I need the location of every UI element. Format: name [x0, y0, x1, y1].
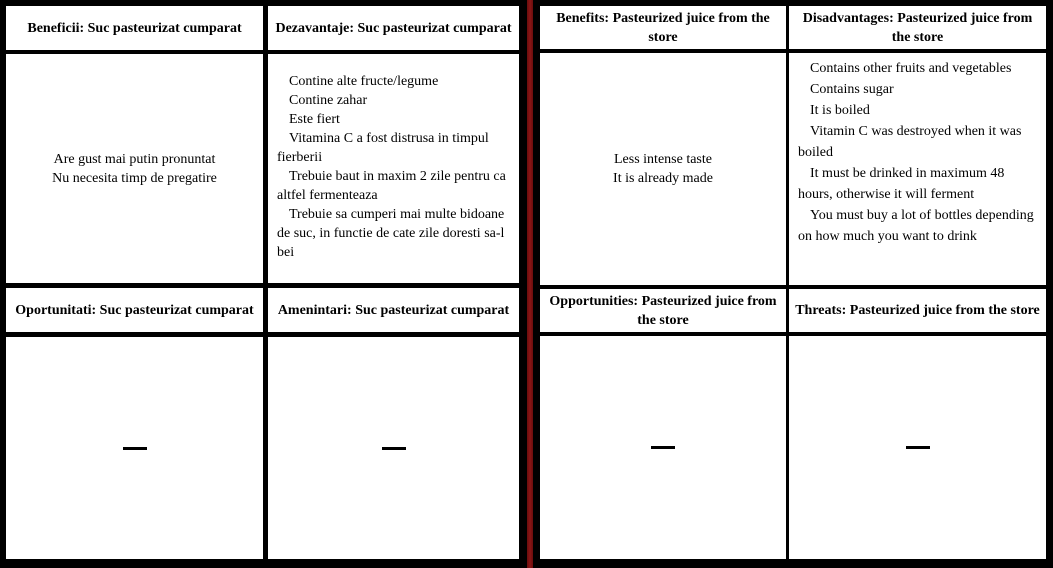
ro-disadvantage-item: Este fiert [289, 112, 340, 127]
en-disadvantage-item: It must be drinked in maximum 48 hours, otherwise it will ferment [798, 166, 1005, 202]
en-disadvantage-item: Contains other fruits and vegetables [810, 61, 1012, 76]
en-opportunities-header: Opportunities: Pasteurized juice from the store [540, 289, 786, 332]
en-disadvantage-item: Contains sugar [810, 82, 894, 97]
ro-benefits-body [6, 54, 263, 283]
en-disadvantages-body [789, 53, 1046, 285]
ro-disadvantage-item: Trebuie sa cumperi mai multe bidoane de suc, in functie de cate zile doresti sa-l bei [277, 207, 505, 260]
ro-disadvantage-item: Vitamina C a fost distrusa in timpul fierberii [277, 131, 489, 165]
en-disadvantage-item: You must buy a lot of bottles depending on how much you want to drink [798, 208, 1034, 244]
en-benefits-body [540, 53, 786, 285]
ro-benefit-item: Nu necesita timp de pregatire [52, 170, 217, 186]
en-disadvantages-header: Disadvantages: Pasteurized juice from the store [789, 6, 1046, 49]
ro-threats-header: Amenintari: Suc pasteurizat cumparat [268, 288, 519, 332]
ro-disadvantage-item: Trebuie baut in maxim 2 zile pentru ca altfel fermenteaza [277, 169, 506, 203]
ro-benefits-header: Beneficii: Suc pasteurizat cumparat [6, 6, 263, 50]
ro-disadvantage-item: Contine zahar [289, 93, 368, 108]
en-threats-body [789, 336, 1046, 559]
ro-disadvantages-header: Dezavantaje: Suc pasteurizat cumparat [268, 6, 519, 50]
en-threats-dash [906, 446, 930, 449]
ro-opportunities-body [6, 337, 263, 559]
ro-benefit-item: Are gust mai putin pronuntat [53, 151, 216, 167]
ro-opportunities-dash [123, 447, 147, 450]
ro-opportunities-header: Oportunitati: Suc pasteurizat cumparat [6, 288, 263, 332]
en-disadvantage-item: It is boiled [810, 103, 870, 118]
ro-disadvantages-body [268, 54, 519, 283]
ro-disadvantage-item: Contine alte fructe/legume [289, 74, 439, 89]
en-benefit-item: Less intense taste [614, 152, 712, 167]
en-disadvantage-item: Vitamin C was destroyed when it was boiled [798, 124, 1022, 160]
en-opportunities-dash [651, 446, 675, 449]
en-opportunities-body [540, 336, 786, 559]
en-benefits-header: Benefits: Pasteurized juice from the store [540, 6, 786, 49]
panel-divider [524, 0, 536, 568]
ro-threats-body [268, 337, 519, 559]
english-swot-table [536, 0, 1053, 568]
en-threats-header: Threats: Pasteurized juice from the store [789, 289, 1046, 332]
en-benefit-item: It is already made [613, 171, 713, 186]
romanian-swot-table [0, 0, 524, 568]
ro-threats-dash [382, 447, 406, 450]
